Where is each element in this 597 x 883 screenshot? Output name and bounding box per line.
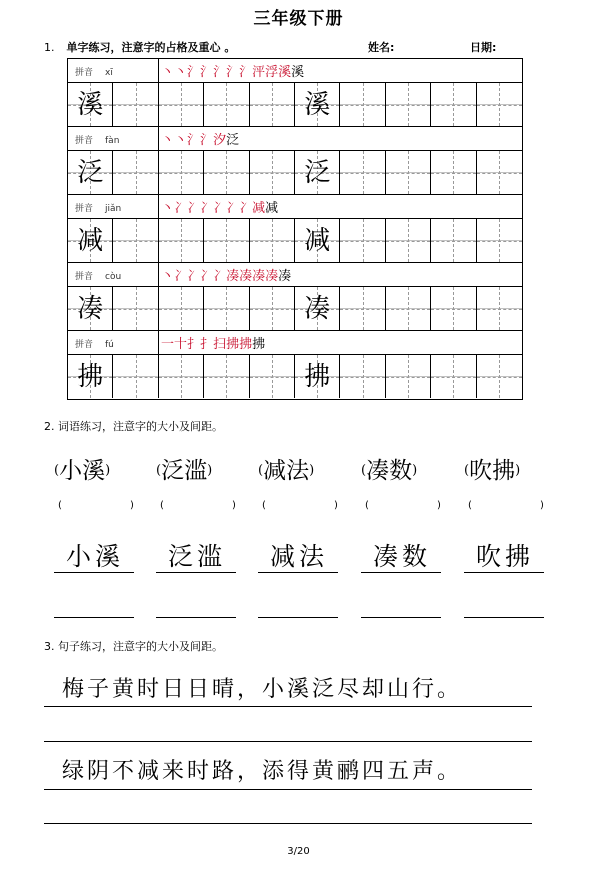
pinyin-label (75, 133, 119, 146)
tian-grid-cell (386, 83, 431, 126)
character-practice-grid (67, 58, 523, 400)
word-underline (464, 572, 544, 573)
word-underline (258, 617, 338, 618)
stroke-step: 丶 (161, 201, 175, 216)
tian-grid-cell (295, 151, 340, 194)
answer-paren-close: ) (334, 500, 338, 511)
tian-grid-cell (159, 287, 204, 330)
pinyin-word (54, 452, 110, 485)
tian-grid-cell (431, 83, 476, 126)
stroke-step: 冫 (187, 269, 201, 284)
stroke-step: 冫 (187, 201, 201, 216)
stroke-step: 氵 (239, 65, 253, 80)
word-underline (361, 572, 441, 573)
stroke-step: 冫 (213, 269, 227, 284)
pinyin-value: xī (105, 68, 113, 78)
stroke-step: 凑 (226, 269, 240, 284)
paren-open: ( (361, 463, 367, 478)
answer-paren-close: ) (130, 500, 134, 511)
pinyin-label (75, 269, 121, 282)
stroke-step: 汐 (213, 133, 227, 148)
character-row (68, 355, 522, 399)
poem-line-1: 梅子黄时日日晴，小溪泛尽却山行。 (62, 677, 463, 702)
stroke-step: 浮 (265, 65, 279, 80)
tian-grid-cell (340, 151, 385, 194)
tian-grid-cell (68, 151, 113, 194)
stroke-step: 氵 (187, 133, 201, 148)
stroke-step: 溪 (291, 65, 305, 80)
tian-grid-cell (159, 151, 204, 194)
stroke-step: 丶 (174, 133, 188, 148)
tian-grid-cell (431, 219, 476, 262)
page-title: 三年级下册 (253, 9, 344, 29)
tian-grid-cell (250, 219, 295, 262)
paren-close: ) (412, 463, 418, 478)
tian-grid-cell (250, 355, 295, 398)
stroke-step: 冫 (239, 201, 253, 216)
stroke-step: 丶 (174, 65, 188, 80)
pinyin-row (68, 59, 522, 83)
stroke-step: 减 (252, 201, 266, 216)
word-text: 减法 (263, 458, 310, 484)
stroke-step: 丶 (161, 133, 175, 148)
answer-paren-close: ) (437, 500, 441, 511)
word-underline (54, 572, 134, 573)
stroke-step: 凑 (252, 269, 266, 284)
pinyin-divider (158, 59, 159, 82)
tian-grid-cell (113, 151, 158, 194)
pinyin-value: jiǎn (105, 204, 122, 214)
practice-word: 吹拂 (476, 542, 535, 571)
paren-open: ( (464, 463, 470, 478)
character-row (68, 83, 522, 127)
word-underline (361, 617, 441, 618)
tian-grid-cell (431, 355, 476, 398)
pinyin-word (361, 452, 417, 485)
tian-grid-cell (477, 287, 522, 330)
pinyin-label (75, 201, 121, 214)
character-row (68, 151, 522, 195)
tian-grid-cell (340, 219, 385, 262)
tian-grid-cell (340, 287, 385, 330)
pinyin-label (75, 65, 113, 78)
model-character: 泛 (77, 157, 104, 188)
tian-grid-cell (250, 83, 295, 126)
pinyin-word (156, 452, 212, 485)
model-character: 溪 (77, 89, 104, 120)
stroke-step: 溪 (278, 65, 292, 80)
model-character: 凑 (77, 293, 104, 324)
stroke-step: 一 (161, 337, 175, 352)
tian-grid-cell (68, 355, 113, 398)
pinyin-word (258, 452, 314, 485)
tracing-character: 拂 (304, 361, 331, 392)
tian-grid-cell (159, 355, 204, 398)
stroke-step: 凑 (239, 269, 253, 284)
stroke-order (161, 129, 239, 148)
tian-grid-cell (340, 83, 385, 126)
paren-close: ) (207, 463, 213, 478)
stroke-order (161, 265, 291, 284)
paren-close: ) (309, 463, 315, 478)
tracing-character: 泛 (304, 157, 331, 188)
tian-grid-cell (204, 151, 249, 194)
pinyin-row (68, 263, 522, 287)
tian-grid-cell (295, 287, 340, 330)
tian-grid-cell (295, 83, 340, 126)
stroke-step: 拂 (226, 337, 240, 352)
stroke-step: 氵 (226, 65, 240, 80)
stroke-step: 凑 (278, 269, 292, 284)
section3-instruction: 3. 句子练习，注意字的大小及间距。 (44, 640, 223, 653)
pinyin-row (68, 195, 522, 219)
model-character: 拂 (77, 361, 104, 392)
word-text: 凑数 (366, 458, 413, 484)
stroke-step: 氵 (213, 65, 227, 80)
tian-grid-cell (295, 219, 340, 262)
stroke-step: 减 (265, 201, 279, 216)
pinyin-divider (158, 263, 159, 286)
writing-line (44, 741, 532, 742)
tian-grid-cell (68, 83, 113, 126)
tian-grid-cell (204, 219, 249, 262)
stroke-step: 氵 (200, 133, 214, 148)
tian-grid-cell (386, 287, 431, 330)
pinyin-row (68, 331, 522, 355)
pinyin-label (75, 337, 114, 350)
stroke-step: 丶 (161, 269, 175, 284)
stroke-step: 凑 (265, 269, 279, 284)
tian-grid-cell (204, 355, 249, 398)
stroke-step: 冫 (174, 269, 188, 284)
tian-grid-cell (250, 151, 295, 194)
tian-grid-cell (113, 219, 158, 262)
tian-grid-cell (386, 355, 431, 398)
paren-open: ( (54, 463, 60, 478)
tian-grid-cell (250, 287, 295, 330)
practice-word: 减法 (270, 542, 329, 571)
practice-word: 泛滥 (168, 542, 227, 571)
pinyin-row (68, 127, 522, 151)
tian-grid-cell (386, 219, 431, 262)
pinyin-caption: 拼音 (75, 68, 94, 78)
word-underline (156, 617, 236, 618)
writing-line (44, 706, 532, 707)
stroke-step: 扌 (200, 337, 214, 352)
stroke-step: 冫 (200, 201, 214, 216)
tian-grid-cell (204, 287, 249, 330)
paren-open: ( (258, 463, 264, 478)
tian-grid-cell (113, 287, 158, 330)
pinyin-divider (158, 195, 159, 218)
paren-close: ) (105, 463, 111, 478)
word-text: 小溪 (59, 458, 106, 484)
stroke-step: 扌 (187, 337, 201, 352)
answer-paren-open: ( (160, 500, 164, 511)
tian-grid-cell (431, 287, 476, 330)
stroke-order (161, 61, 304, 80)
tian-grid-cell (159, 219, 204, 262)
date-field-label: 日期: (470, 41, 497, 54)
tian-grid-cell (477, 151, 522, 194)
section1-number: 1. (44, 41, 55, 54)
pinyin-caption: 拼音 (75, 204, 94, 214)
stroke-step: 扫 (213, 337, 227, 352)
stroke-step: 泛 (226, 133, 240, 148)
tian-grid-cell (295, 355, 340, 398)
writing-line (44, 789, 532, 790)
pinyin-caption: 拼音 (75, 340, 94, 350)
answer-paren-open: ( (365, 500, 369, 511)
stroke-step: 十 (174, 337, 188, 352)
tian-grid-cell (431, 151, 476, 194)
writing-line (44, 823, 532, 824)
poem-line-2: 绿阴不减来时路，添得黄鹂四五声。 (62, 759, 463, 784)
word-text: 吹拂 (469, 458, 516, 484)
tian-grid-cell (68, 219, 113, 262)
stroke-step: 氵 (200, 65, 214, 80)
stroke-step: 冫 (200, 269, 214, 284)
stroke-step: 拂 (252, 337, 266, 352)
tian-grid-cell (477, 355, 522, 398)
stroke-step: 冫 (174, 201, 188, 216)
stroke-step: 氵 (187, 65, 201, 80)
tian-grid-cell (204, 83, 249, 126)
character-row (68, 287, 522, 331)
character-row (68, 219, 522, 263)
tracing-character: 凑 (304, 293, 331, 324)
answer-paren-close: ) (232, 500, 236, 511)
section2-instruction: 2. 词语练习，注意字的大小及间距。 (44, 420, 223, 433)
tian-grid-cell (68, 287, 113, 330)
word-text: 泛滥 (161, 458, 208, 484)
answer-paren-open: ( (262, 500, 266, 511)
tian-grid-cell (159, 83, 204, 126)
tian-grid-cell (477, 83, 522, 126)
model-character: 减 (77, 225, 104, 256)
tian-grid-cell (477, 219, 522, 262)
stroke-step: 冫 (213, 201, 227, 216)
page-number: 3/20 (287, 846, 310, 857)
section1-instruction: 单字练习，注意字的占格及重心 。 (66, 41, 236, 54)
pinyin-caption: 拼音 (75, 272, 94, 282)
pinyin-divider (158, 331, 159, 354)
section1-heading (44, 39, 235, 55)
answer-paren-open: ( (468, 500, 472, 511)
tian-grid-cell (386, 151, 431, 194)
practice-word: 小溪 (66, 542, 125, 571)
stroke-step: 泙 (252, 65, 266, 80)
word-underline (258, 572, 338, 573)
stroke-step: 丶 (161, 65, 175, 80)
paren-open: ( (156, 463, 162, 478)
pinyin-value: còu (105, 272, 122, 282)
pinyin-divider (158, 127, 159, 150)
tian-grid-cell (113, 355, 158, 398)
pinyin-caption: 拼音 (75, 136, 94, 146)
answer-paren-open: ( (58, 500, 62, 511)
answer-paren-close: ) (540, 500, 544, 511)
stroke-order (161, 197, 278, 216)
tian-grid-cell (340, 355, 385, 398)
tracing-character: 溪 (304, 89, 331, 120)
tian-grid-cell (113, 83, 158, 126)
stroke-step: 拂 (239, 337, 253, 352)
paren-close: ) (515, 463, 521, 478)
stroke-step: 冫 (226, 201, 240, 216)
word-underline (54, 617, 134, 618)
pinyin-value: fàn (105, 136, 120, 146)
word-underline (156, 572, 236, 573)
name-field-label: 姓名: (368, 41, 395, 54)
practice-word: 凑数 (373, 542, 432, 571)
tracing-character: 减 (304, 225, 331, 256)
stroke-order (161, 333, 265, 352)
pinyin-word (464, 452, 520, 485)
word-underline (464, 617, 544, 618)
pinyin-value: fú (105, 340, 114, 350)
